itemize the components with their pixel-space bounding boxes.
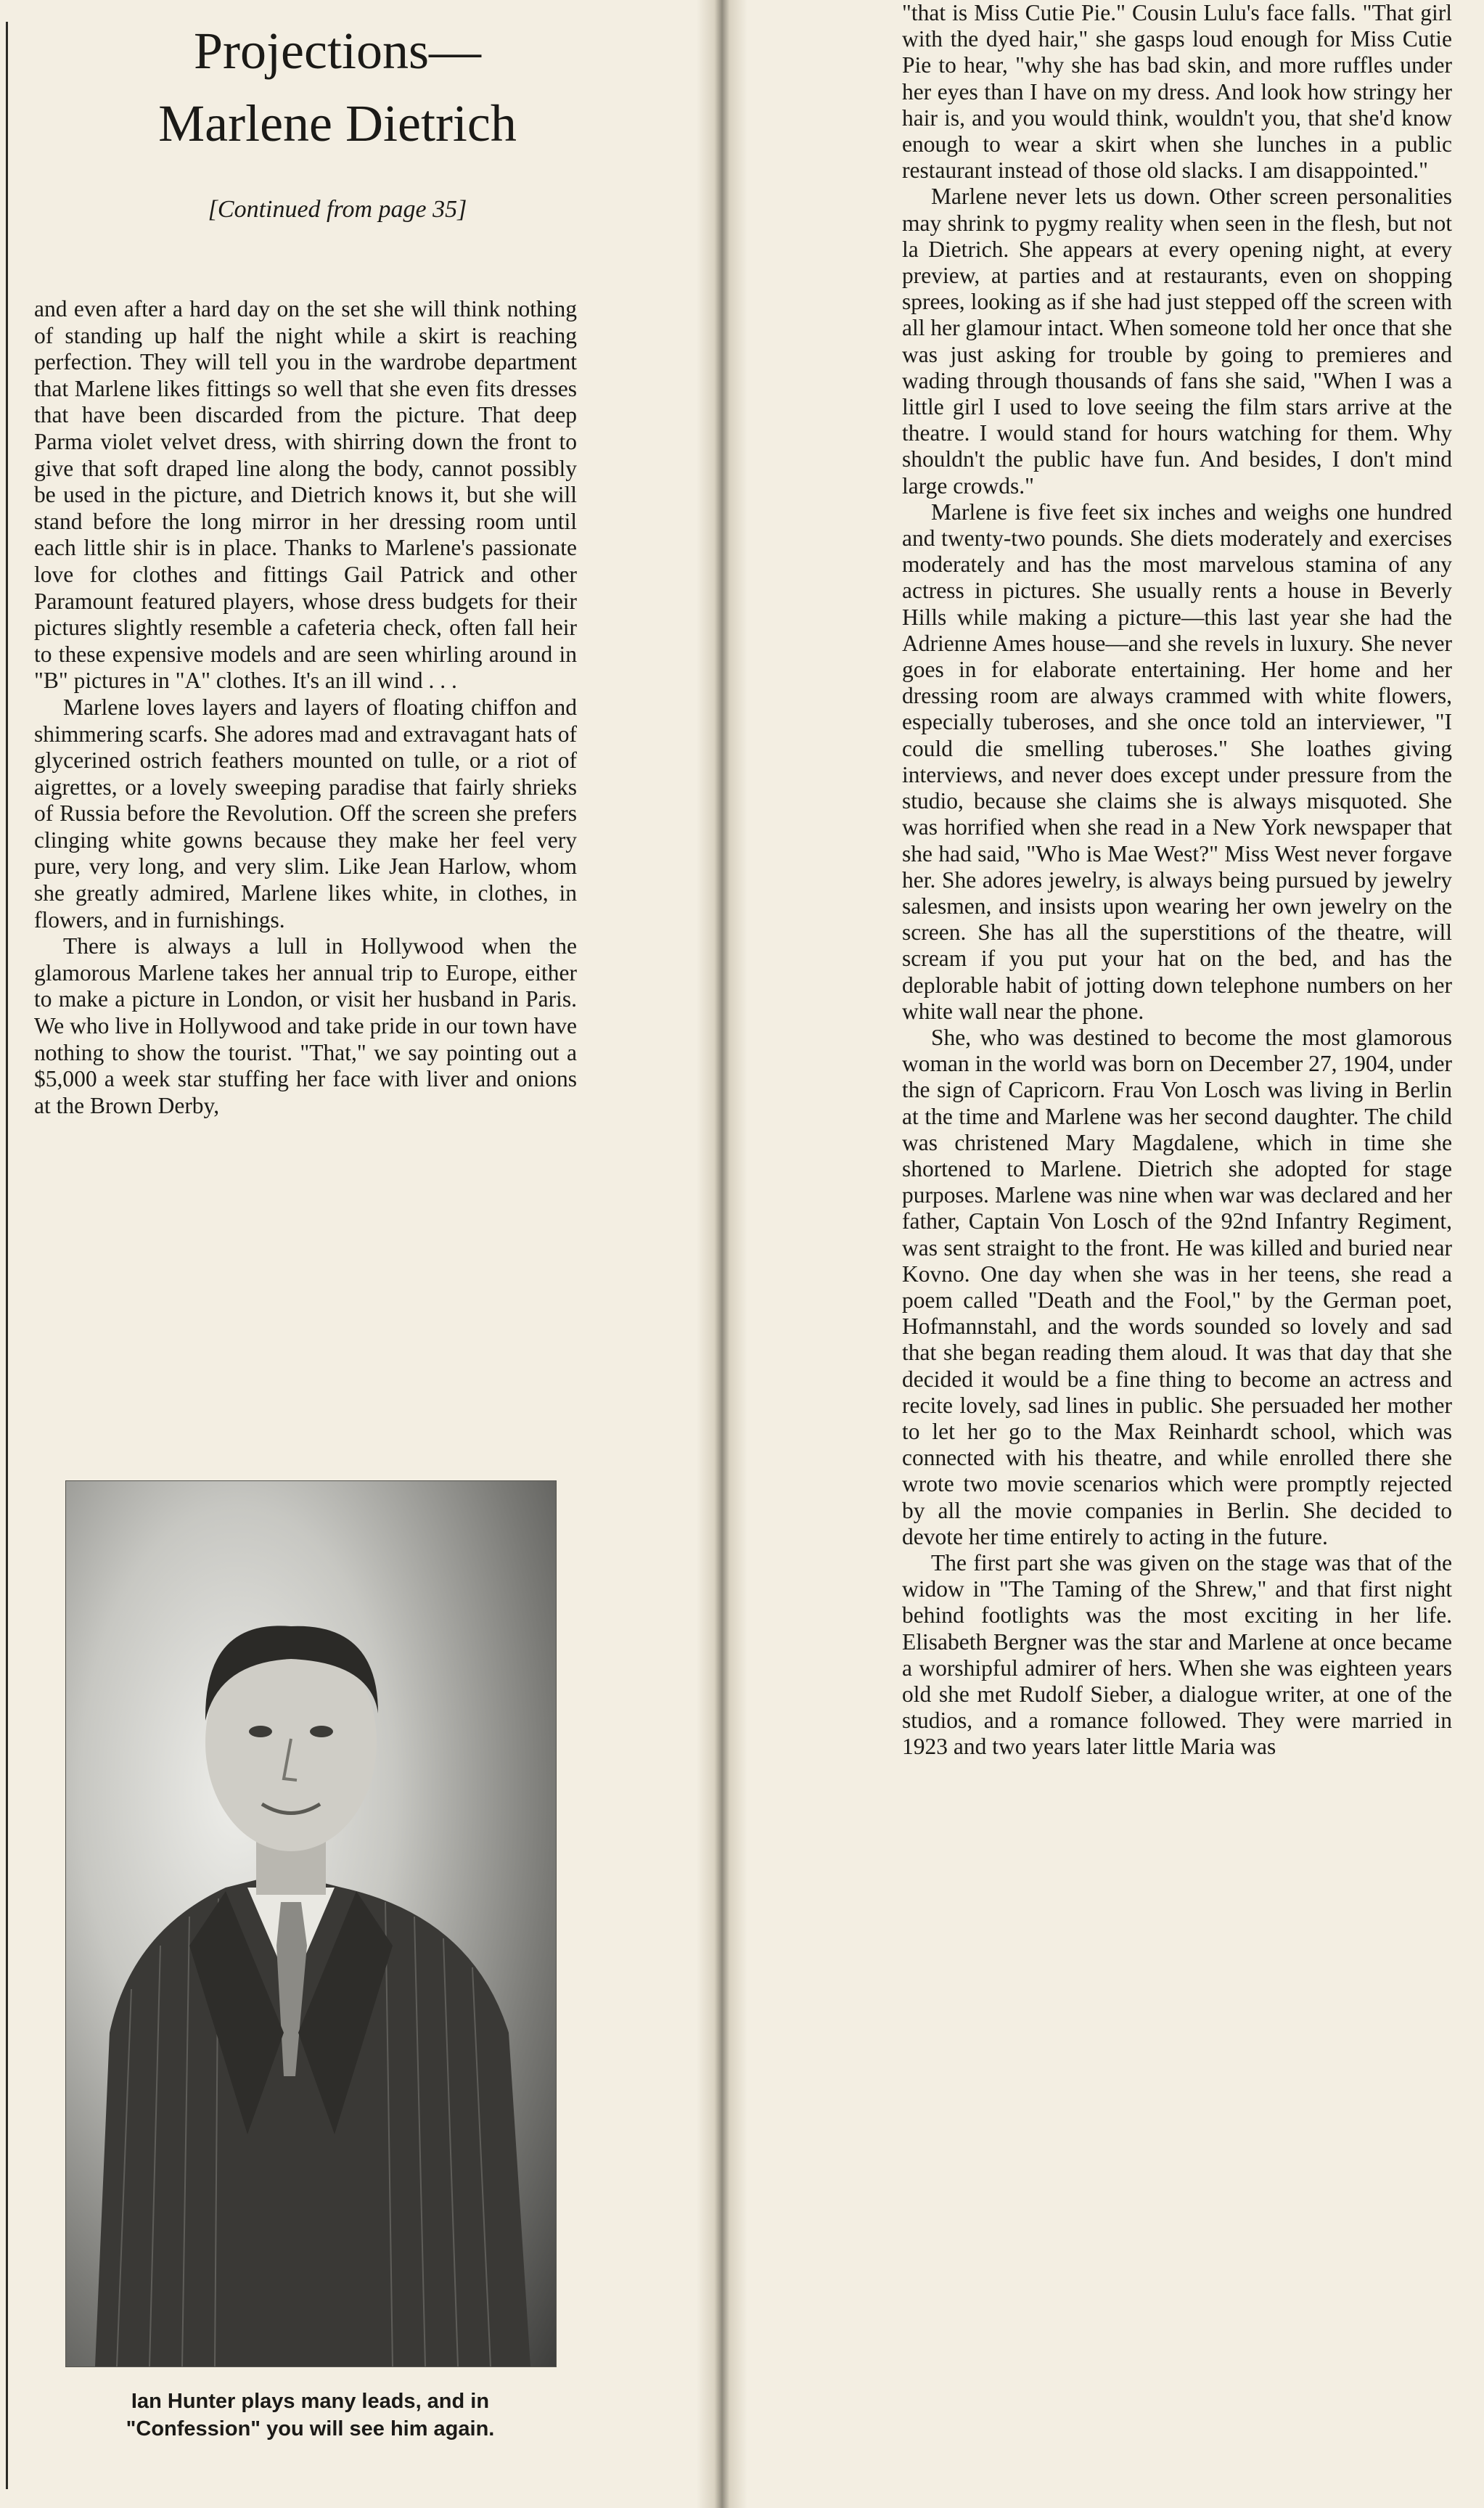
photo-caption: Ian Hunter plays many leads, and in "Confession" you will see him again. [126,2390,495,2441]
title-line-1: Projections— [194,22,481,80]
right-column [902,0,1452,1761]
page-gutter [697,0,747,2508]
paragraph: There is always a lull in Hollywood when the glamorous Marlene takes her annual trip to Europe, either to make a picture in London, or visit her husband in Paris. We who live in Hollywood and take pride in our town have nothing to show the tourist. "That," we say pointing out a $5,000 a week star stuffing her face with liver and onions at the Brown Derby, [34,933,577,1118]
paragraph: Marlene never lets us down. Other screen personalities may shrink to pygmy reality when seen in the flesh, but not la Dietrich. She appears at every opening night, at every preview, at parties and at restaurants, even on shopping sprees, looking as if she had just stepped off the screen with all her glamour intact. When someone told her once that she was just asking for trouble by going to premieres and wading through thousands of fans she said, "When I was a little girl I used to love seeing the film stars arrive at the theatre. I would stand for hours watching for them. Why shouldn't the public have fun. And besides, I don't mind large crowds." [902,184,1452,499]
portrait-illustration [66,1481,556,2366]
title-line-2: Marlene Dietrich [158,94,517,152]
paragraph: "that is Miss Cutie Pie." Cousin Lulu's face falls. "That girl with the dyed hair," she gasps loud enough for Miss Cutie Pie to hear, "why she has bad skin, and more ruffles under her eyes than I have on my dress. And look how stringy her hair is, and you would think, wouldn't you, that she'd know enough to wear a skirt when she lunches in a public restaurant instead of those old slacks. I am disappointed." [902,0,1452,184]
portrait-photo [65,1480,557,2367]
margin-rule [6,22,8,2489]
paragraph: She, who was destined to become the most glamorous woman in the world was born on December 27, 1904, under the sign of Capricorn. Frau Von Losch was living in Berlin at the time and Marlene was her second daughter. The child was christened Mary Magdalene, which in time she shortened to Marlene. Dietrich she adopted for stage purposes. Marlene was nine when war was declared and her father, Captain Von Losch of the 92nd Infantry Regiment, was sent straight to the front. He was killed and buried near Kovno. One day when she was in her teens, she read a poem called "Death and the Fool," by the German poet, Hofmannstahl, and the words sounded so lovely and sad that she began reading them aloud. It was that day that she decided it would be a fine thing to become an actress and recite lovely, sad lines in public. She persuaded her mother to let her go to the Max Reinhardt school, which was connected with his theatre, and while enrolled there she wrote two movie scenarios which were promptly rejected by all the movie companies in Berlin. She decided to devote her time entirely to acting in the future. [902,1024,1452,1549]
paragraph: Marlene is five feet six inches and weighs one hundred and twenty-two pounds. She diets moderately and exercises moderately and has the most marvelous stamina of any actress in pictures. She usually rents a house in Beverly Hills while making a picture—this last year she had the Adrienne Ames house—and she revels in luxury. She never goes in for elaborate entertaining. Her home and her dressing room are always crammed with white flowers, especially tuberoses, and she once told an interviewer, "I could die smelling tuberoses." She loathes giving interviews, and never does except under pressure from the studio, because she claims she is always misquoted. She was horrified when she read in a New York newspaper that she had said, "Who is Mae West?" Miss West never forgave her. She adores jewelry, is always being pursued by jewelry salesmen, and insists upon wearing her own jewelry on the screen. She has all the superstitions of the theatre, will scream if you put your hat on the bed, and has the deplorable habit of jotting down telephone numbers on her white wall near the phone. [902,499,1452,1024]
continued-from-note: [Continued from page 35] [208,196,467,223]
article-title [51,15,624,160]
paragraph: The first part she was given on the stage was that of the widow in "The Taming of the Shrew," and that first night behind footlights was the most exciting in her life. Elisabeth Bergner was the star and Marlene at once became a worshipful admirer of hers. When she was eighteen years old she met Rudolf Sieber, a dialogue writer, at one of the studios, and a romance followed. They were married in 1923 and two years later little Maria was [902,1549,1452,1760]
paragraph: and even after a hard day on the set she will think nothing of standing up half the night while a skirt is reaching perfection. They will tell you in the wardrobe department that Marlene likes fittings so well that she even fits dresses that have been discarded from the picture. That deep Parma violet velvet dress, with shirring down the front to give that soft draped line along the body, cannot possibly be used in the picture, and Dietrich knows it, but she will stand before the long mirror in her dressing room until each little shir is in place. Thanks to Marlene's passionate love for clothes and fittings Gail Patrick and other Paramount featured players, whose dress budgets for their pictures slightly resemble a cafeteria check, often fall heir to these expensive models and are seen whirling around in "B" pictures in "A" clothes. It's an ill wind . . . [34,296,577,694]
left-column [34,296,577,1119]
paragraph: Marlene loves layers and layers of floating chiffon and shimmering scarfs. She adores mad and extravagant hats of glycerined ostrich feathers mounted on tulle, or a riot of aigrettes, or a lovely sweeping paradise that fairly shrieks of Russia before the Revolution. Off the screen she prefers clinging white gowns because they make her feel very pure, very long, and very slim. Like Jean Harlow, whom she greatly admired, Marlene likes white, in clothes, in flowers, and in furnishings. [34,694,577,933]
